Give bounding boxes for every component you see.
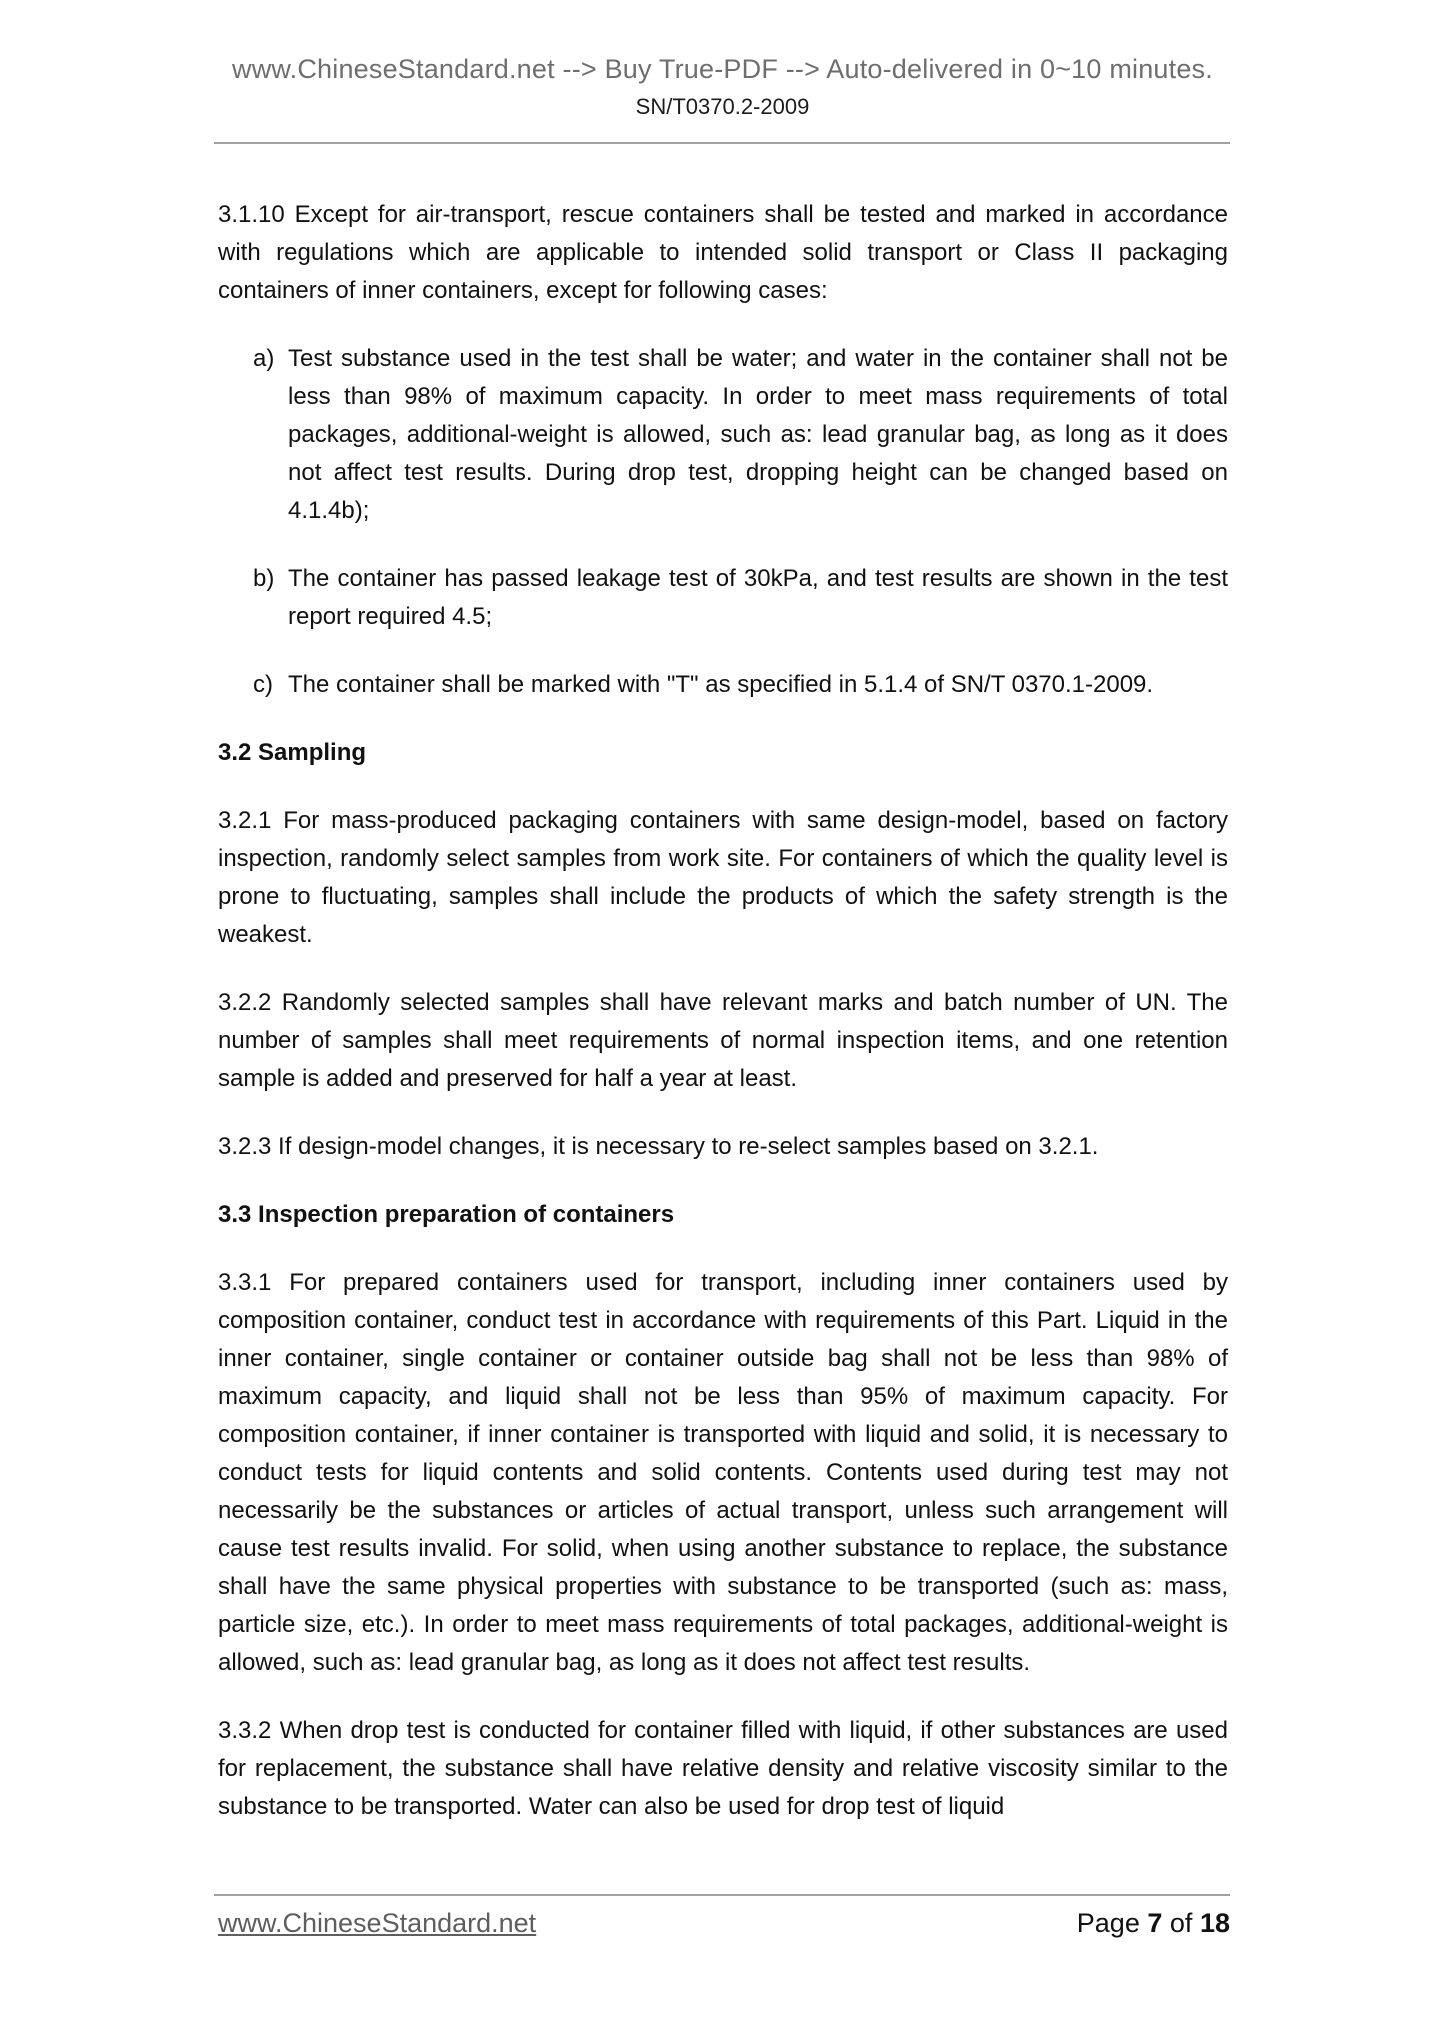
list-item-a	[218, 340, 1228, 530]
paragraph-3-3-2: 3.3.2 When drop test is conducted for container filled with liquid, if other substances are used for replacement, the substance shall have relative density and relative viscosity similar to the substance to be transported. Water can also be used for drop test of liquid	[218, 1717, 1228, 1820]
list-text-b: The container has passed leakage test of 30kPa, and test results are shown in the test report required 4.5;	[288, 565, 1228, 630]
page-of-label: of	[1169, 1908, 1193, 1938]
heading-3-3-inspection-preparation: 3.3 Inspection preparation of containers	[218, 1201, 675, 1228]
paragraph-3-2-1: 3.2.1 For mass-produced packaging containers with same design-model, based on factory inspection, randomly select samples from work site. For containers of which the quality level is prone to fluctuating, samples shall include the products of which the safety strength is the weakest.	[218, 807, 1228, 948]
paragraph-3-3-1: 3.3.1 For prepared containers used for transport, including inner containers used by composition container, conduct test in accordance with requirements of this Part. Liquid in the inner container, single container or container outside bag shall not be less than 98% of maximum capacity, and liquid shall not be less than 95% of maximum capacity. For composition container, if inner container is transported with liquid and solid, it is necessary to conduct tests for liquid contents and solid contents. Contents used during test may not necessarily be the substances or articles of actual transport, unless such arrangement will cause test results invalid. For solid, when using another substance to replace, the substance shall have the same physical properties with substance to be transported (such as: mass, particle size, etc.). In order to meet mass requirements of total packages, additional-weight is allowed, such as: lead granular bag, as long as it does not affect test results.	[218, 1269, 1228, 1676]
list-marker-a: a)	[253, 345, 275, 372]
page-indicator	[1077, 1906, 1230, 1940]
list-text-c: The container shall be marked with "T" as specified in 5.1.4 of SN/T 0370.1-2009.	[288, 671, 1154, 698]
document-body	[218, 196, 1228, 1826]
list-marker-c: c)	[253, 671, 273, 698]
list-text-a: Test substance used in the test shall be water; and water in the container shall not be less than 98% of maximum capacity. In order to meet mass requirements of total packages, additional-weight is allowed, such as: lead granular bag, as long as it does not affect test results. During drop test, dropping height can be changed based on 4.1.4b);	[288, 345, 1228, 524]
paragraph-3-1-10: 3.1.10 Except for air-transport, rescue containers shall be tested and marked in accordance with regulations which are applicable to intended solid transport or Class II packaging containers of inner containers, except for following cases:	[218, 201, 1228, 304]
footer-site-link[interactable]: www.ChineseStandard.net	[218, 1908, 537, 1938]
list-item-c	[218, 666, 1228, 704]
paragraph-3-2-2: 3.2.2 Randomly selected samples shall have relevant marks and batch number of UN. The number of samples shall meet requirements of normal inspection items, and one retention sample is added and preserved for half a year at least.	[218, 989, 1228, 1092]
page-number-current: 7	[1147, 1908, 1163, 1938]
list-marker-b: b)	[253, 565, 275, 592]
list-item-b	[218, 560, 1228, 636]
page-label: Page	[1076, 1908, 1140, 1938]
page-number-total: 18	[1199, 1908, 1230, 1938]
header-divider	[214, 142, 1230, 144]
site-banner-text: www.ChineseStandard.net --> Buy True-PDF --> Auto-delivered in 0~10 minutes.	[232, 54, 1213, 84]
page-footer	[218, 1906, 1230, 1940]
standard-number: SN/T0370.2-2009	[635, 94, 810, 119]
heading-3-2-sampling: 3.2 Sampling	[218, 739, 367, 766]
footer-divider	[214, 1894, 1230, 1896]
page-header	[0, 0, 1445, 121]
paragraph-3-2-3: 3.2.3 If design-model changes, it is necessary to re-select samples based on 3.2.1.	[218, 1133, 1099, 1160]
